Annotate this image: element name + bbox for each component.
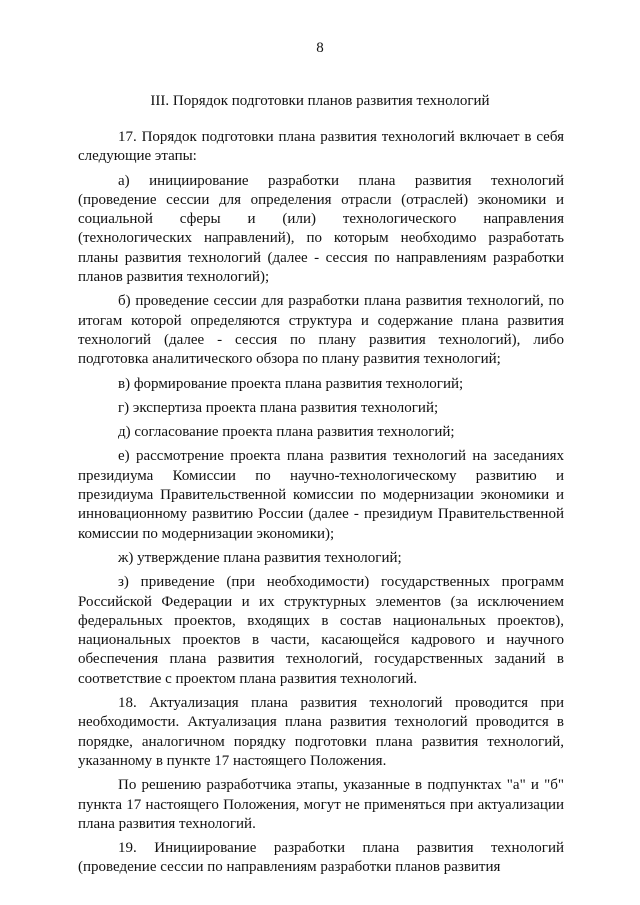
page-number: 8	[316, 40, 324, 56]
list-item-v: в) формирование проекта плана развития технологий;	[118, 375, 464, 392]
list-item-b: б) проведение сессии для разработки плана развития технологий, по итогам которой определяются структура и содержание плана развития технологий (далее - сессия по плану развития технологий), либо подготовка аналитического обзора по плану развития технологий;	[78, 293, 564, 368]
list-item-a: а) инициирование разработки плана развития технологий (проведение сессии для определения отрасли (отраслей) экономики и социальной сферы и (или) технологического направления (технологических направлений), по которым необходимо разработать планы развития технологий (далее - сессия по направлениям разработки планов развития технологий);	[78, 172, 564, 286]
paragraph-17: 17. Порядок подготовки плана развития технологий включает в себя следующие этапы:	[78, 129, 564, 165]
list-item-zh: ж) утверждение плана развития технологий;	[118, 549, 402, 566]
list-item-d: д) согласование проекта плана развития технологий;	[118, 424, 455, 441]
list-item-z: з) приведение (при необходимости) государственных программ Российской Федерации и их структурных элементов (за исключением федеральных проектов, входящих в состав национальных проектов), национальных проектов в части, касающейся кадрового и научного обеспечения плана развития технологий, государственных заданий в соответствие с проектом плана развития технологий.	[78, 574, 564, 687]
document-body	[78, 128, 564, 878]
paragraph-18-note: По решению разработчика этапы, указанные в подпунктах "а" и "б" пункта 17 настоящего Положения, могут не применяться при актуализации плана развития технологий.	[78, 777, 564, 832]
paragraph-18: 18. Актуализация плана развития технологий проводится при необходимости. Актуализация плана развития технологий проводится в порядке, аналогичном порядку подготовки плана развития технологий, указанному в пункте 17 настоящего Положения.	[78, 695, 564, 769]
list-item-g: г) экспертиза проекта плана развития технологий;	[118, 399, 439, 416]
section-title: III. Порядок подготовки планов развития технологий	[150, 93, 490, 109]
list-item-e: е) рассмотрение проекта плана развития технологий на заседаниях президиума Комиссии по научно-технологическому развитию и президиума Правительственной комиссии по модернизации экономики и инновационному развитию России (далее - президиум Правительственной комиссии по модернизации экономики);	[78, 448, 564, 542]
paragraph-19: 19. Инициирование разработки плана развития технологий (проведение сессии по направлениям разработки планов развития	[78, 840, 564, 876]
